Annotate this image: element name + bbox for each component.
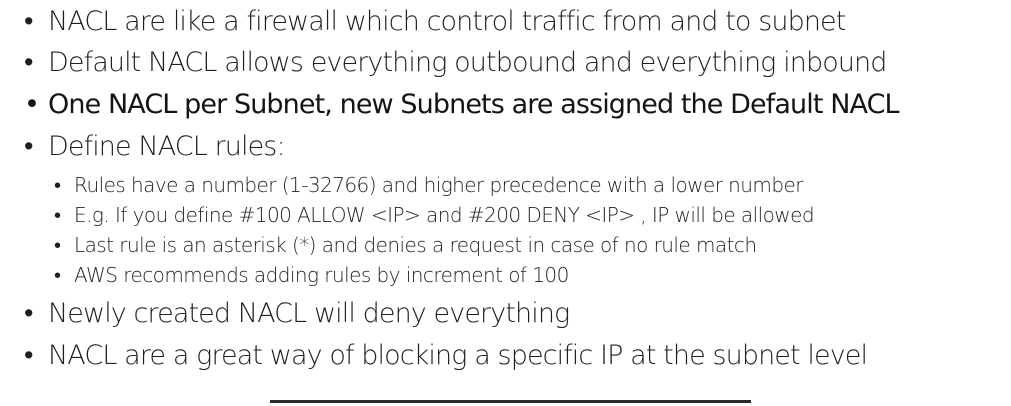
bullet-text: Default NACL allows everything outbound and everything inbound xyxy=(48,47,887,78)
sub-bullet-last-rule xyxy=(54,233,756,258)
bullet-dot-icon: • xyxy=(24,89,40,120)
sub-bullet-rule-number xyxy=(54,173,803,198)
bullet-dot-icon: • xyxy=(24,6,33,37)
bullet-nacl-firewall xyxy=(24,6,845,37)
bullet-default-nacl xyxy=(24,47,887,78)
bullet-text: AWS recommends adding rules by increment of 100 xyxy=(74,263,569,287)
bullet-text: NACL are like a firewall which control traffic from and to subnet xyxy=(48,6,846,37)
bullet-text: E.g. If you define #100 ALLOW <IP> and #200 DENY <IP> , IP will be allowed xyxy=(74,203,815,227)
sub-bullet-increment xyxy=(54,263,569,288)
bullet-dot-icon: • xyxy=(54,203,61,227)
bullet-text: NACL are a great way of blocking a specific IP at the subnet level xyxy=(48,340,868,371)
sub-bullet-example xyxy=(54,203,814,228)
bullet-dot-icon: • xyxy=(24,340,33,371)
bullet-dot-icon: • xyxy=(54,173,61,197)
bullet-dot-icon: • xyxy=(24,298,33,329)
bullet-text: Last rule is an asterisk (*) and denies a request in case of no rule match xyxy=(74,233,757,257)
bullet-dot-icon: • xyxy=(54,233,61,257)
bullet-dot-icon: • xyxy=(24,131,33,162)
bullet-text: One NACL per Subnet, new Subnets are assigned the Default NACL xyxy=(48,89,899,120)
bullet-text: Newly created NACL will deny everything xyxy=(48,298,570,329)
bullet-text: Rules have a number (1-32766) and higher precedence with a lower number xyxy=(74,173,803,197)
bullet-newly-created-nacl xyxy=(24,298,569,329)
bullet-one-nacl-per-subnet xyxy=(24,89,899,120)
divider-line xyxy=(270,400,751,403)
bullet-block-specific-ip xyxy=(24,340,867,371)
bullet-dot-icon: • xyxy=(54,263,61,287)
bullet-define-nacl-rules xyxy=(24,131,285,162)
bullet-text: Define NACL rules: xyxy=(48,131,285,162)
bullet-dot-icon: • xyxy=(24,47,33,78)
